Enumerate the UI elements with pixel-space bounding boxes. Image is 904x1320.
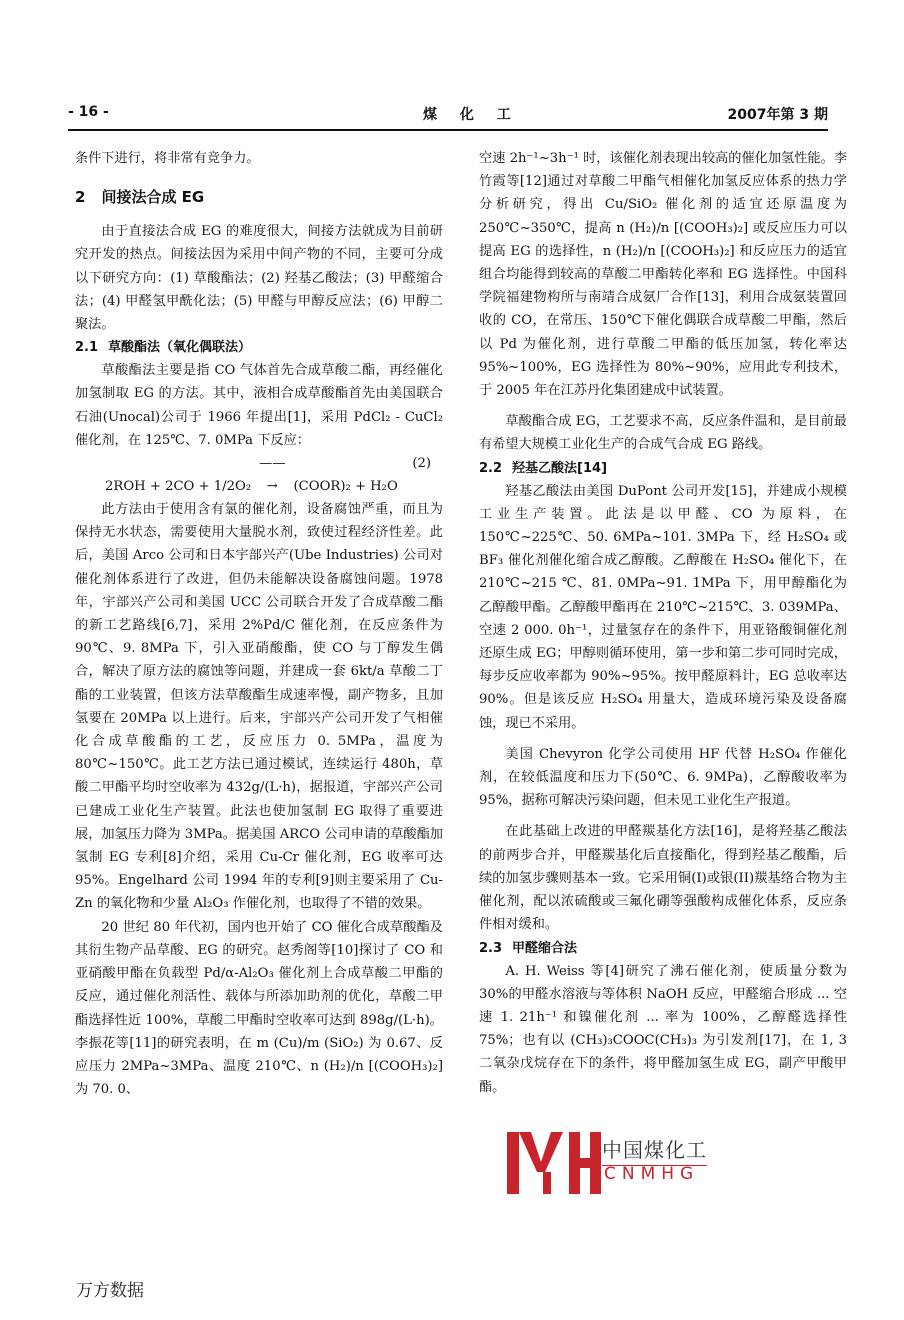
subsection-heading [479,937,847,960]
paragraph: 此方法由于使用含有氯的催化剂，设备腐蚀严重，而且为保持无水状态，需要使用大量脱水剂，致使过程经济性差。此后，美国 Arco 公司和日本宇部兴产(Ube Industries) 公司对催化剂体系进行了改进，但仍未能解决设备腐蚀问题。1978 年，宇部兴产公司和美国 UCC 公司联合开发了合成草酸二酯的新工艺路线[6,7]，采用 2%Pd/C 催化剂，在反应条件为 90℃、9. 8MPa 下，引入亚硝酸酯，使 CO 与丁醇发生偶合，解决了原方法的腐蚀等问题，并建成一套 6kt/a 草酸二丁酯的工业装置，但该方法草酸酯生成速率慢，副产物多，且加氢要在 20MPa 以上进行。后来，宇部兴产公司开发了气相催化合成草酸酯的工艺，反应压力 0. 5MPa，温度为 80℃~150℃。此工艺方法已通过模试，连续运行 480h，草酸二甲酯平均时空收率为 432g/(L·h)，据报道，宇部兴产公司已建成工业化生产装置。此法也使加氢制 EG 取得了重要进展，加氢压力降为 3MPa。据美国 ARCO 公司申请的草酸酯加氢制 EG 专利[8]介绍，采用 Cu-Cr 催化剂，EG 收率可达 95%。Engelhard 公司 1994 年的专利[9]则主要采用了 Cu-Zn 的氧化物和少量 Al₂O₃ 作催化剂，也取得了不错的效果。 [75,502,443,912]
journal-name: 煤 化 工 [423,107,520,123]
logo-mark-icon [505,1128,601,1198]
page-header [68,104,828,126]
paragraph: 20 世纪 80 年代初，国内也开始了 CO 催化合成草酸酯及其衍生物产品草酸、EG 的研究。赵秀阁等[10]探讨了 CO 和亚硝酸甲酯在负载型 Pd/α-Al₂O₃ 催化剂上合成草酸二甲酯的反应，通过催化剂活性、载体与所添加助剂的优化，草酸二甲酯选择性近 100%，草酸二甲酯时空收率可达到 898g/(L·h)。李振花等[11]的研究表明，在 m (Cu)/m (SiO₂) 为 0.67、反应压力 2MPa~3MPa、温度 210℃、n (H₂)/n [(COOH₃)₂] 为 70. 0、 [75,919,443,1098]
section-heading [75,186,443,208]
equation [75,452,443,498]
page-number: - 16 - [68,104,109,120]
subsection-heading [479,457,847,480]
paragraph: 羟基乙酸法由美国 DuPont 公司开发[15]，并建成小规模工业生产装置。此法是以甲醛、CO 为原料，在 150℃~225℃、50. 6MPa~101. 3MPa 下，经 H₂SO₄ 或 BF₃ 催化剂催化缩合成乙醇酸。乙醇酸在 H₂SO₄ 催化下，在 210℃~215 ℃、81. 0MPa~91. 1MPa 下，用甲醇酯化为乙醇酸甲酯。乙醇酸甲酯再在 210℃~215℃、3. 039MPa、空速 2 000. 0h⁻¹，过量氢存在的条件下，用亚铬酸铜催化剂还原生成 EG；甲醇则循环使用，第一步和第二步可同时完成，每步反应收率都为 90%~95%。按甲醛原料计，EG 总收率达 90%。但是该反应 H₂SO₄ 用量大，造成环境污染及设备腐蚀，现已不采用。 [479,483,847,731]
watermark-logo [505,1128,841,1198]
reaction-arrow: ——→ [259,456,286,495]
subsection-title: 草酸酯法（氧化偶联法） [108,340,252,356]
equation-rhs: (COOR)₂ + H₂O [293,479,398,495]
paragraph: 条件下进行，将非常有竞争力。 [75,151,260,166]
paragraph: 空速 2h⁻¹~3h⁻¹ 时，该催化剂表现出较高的催化加氢性能。李竹霞等[12]通过对草酸二甲酯气相催化加氢反应体系的热力学分析研究，得出 Cu/SiO₂ 催化剂的适宜还原温度为 250℃~350℃，提高 n (H₂)/n [(COOH₃)₂] 或反应压力可以提高 EG 的选择性，n (H₂)/n [(COOH₃)₂] 和反应压力的适宜组合均能得到较高的草酸二甲酯转化率和 EG 选择性。中国科学院福建物构所与南靖合成氨厂合作[13]，利用合成氨装置回收的 CO，在常压、150℃下催化偶联合成草酸二甲酯，然后以 Pd 为催化剂，进行草酸二甲酯的低压加氢，转化率达 95%~100%，EG 选择性为 80%~90%，应用此专利技术，于 2005 年在江苏丹化集团建成中试装置。 [479,151,847,399]
section-number: 2 [75,188,86,207]
subsection-title: 甲醛缩合法 [512,940,578,956]
paragraph: 在此基础上改进的甲醛羰基化方法[16]，是将羟基乙酸法的前两步合并，甲醛羰基化后直接酯化，得到羟基乙酸酯，后续的加氢步骤则基本一致。它采用铜(I)或银(II)羰基络合物为主催化剂，配以浓硫酸或三氟化硼等强酸构成催化体系，反应条件相对缓和。 [479,824,847,933]
paragraph: 由于直接法合成 EG 的难度很大，间接方法就成为目前研究开发的热点。间接法因为采用中间产物的不同，主要可分成以下研究方向：(1) 草酸酯法；(2) 羟基乙酸法；(3) 甲醛缩合法；(4) 甲醛氢甲酰化法；(5) 甲醛与甲醇反应法；(6) 甲醇二聚法。 [75,224,443,333]
subsection-heading [75,336,443,359]
subsection-title: 羟基乙酸法[14] [512,460,608,476]
header-rule [68,129,828,131]
issue-label: 2007年第 3 期 [727,107,828,123]
equation-lhs: 2ROH + 2CO + 1/2O₂ [105,479,252,495]
paragraph: 美国 Chevyron 化学公司使用 HF 代替 H₂SO₄ 作催化剂，在较低温度和压力下(50℃、6. 9MPa)，乙醇酸收率为 95%，据称可解决污染问题，但未见工业化生产报道。 [479,746,847,809]
subsection-number: 2.3 [479,940,503,956]
footer-source: 万方数据 [76,1281,144,1301]
section-title: 间接法合成 EG [101,188,205,207]
watermark-text-en: CNMHG [604,1164,700,1184]
equation-number: (2) [412,456,431,472]
paragraph: 草酸酯法主要是指 CO 气体首先合成草酸二酯，再经催化加氢制取 EG 的方法。其中，液相合成草酸酯首先由美国联合石油(Unocal)公司于 1966 年提出[1]，采用 PdCl₂ - CuCl₂ 催化剂，在 125℃、7. 0MPa 下反应： [75,363,443,448]
left-column [75,147,443,1101]
paragraph: 草酸酯合成 EG，工艺要求不高，反应条件温和，是目前最有希望大规模工业化生产的合成气合成 EG 路线。 [479,414,847,453]
watermark-text-cn: 中国煤化工 [602,1134,707,1166]
right-column [479,147,847,1099]
paragraph: A. H. Weiss 等[4]研究了沸石催化剂，使质量分数为 30%的甲醛水溶液与等体积 NaOH 反应，甲醛缩合形成 ... 空速 1. 21h⁻¹ 和镍催化剂 ... 率为 100%，乙醇醛选择性 75%；也有以 (CH₃)₃COOC(CH₃)₃ 为引发剂[17]，在 1, 3 二氧杂戊烷存在下的条件，将甲醛加氢生成 EG，副产甲酸甲酯。 [479,963,847,1095]
subsection-number: 2.2 [479,460,503,476]
subsection-number: 2.1 [75,340,99,356]
